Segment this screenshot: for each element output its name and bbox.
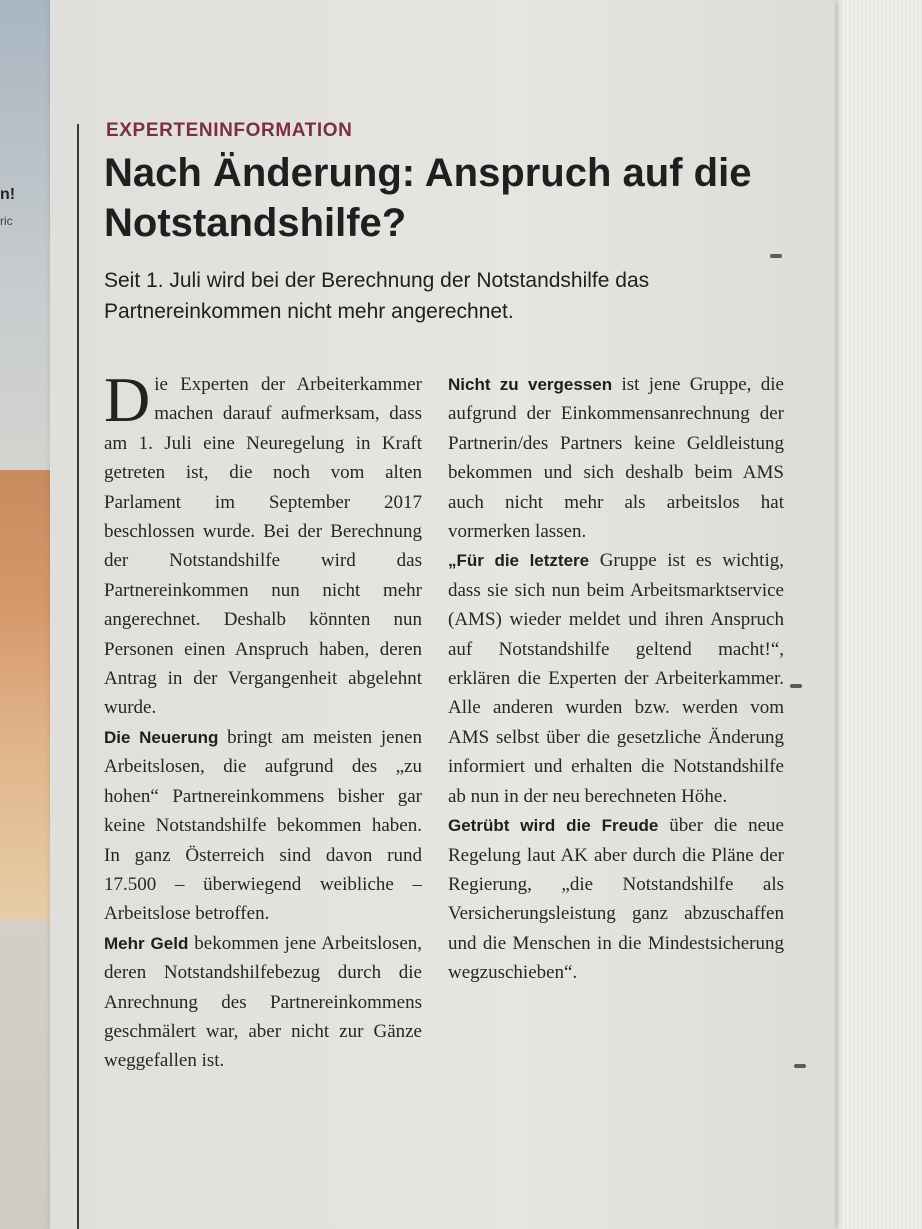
paragraph-lead: Getrübt wird die Freude	[448, 816, 659, 836]
drop-cap: D	[104, 364, 151, 435]
paragraph-text: Gruppe ist es wichtig, dass sie sich nun beim Arbeitsmarktservice (AMS) wieder meldet und ihren Anspruch auf Notstandshilfe geltend macht!“, erklären die Experten der Arbeiterkammer. Alle anderen wurden bzw. werden vom AMS selbst über die gesetzliche Änderung informiert und erhalten die Notstandshilfe ab nun in der neu berechneten Höhe.	[448, 550, 784, 807]
paragraph-lead: Nicht zu vergessen	[448, 375, 613, 394]
paragraph-lead: „Für die letztere	[448, 551, 590, 571]
column-rule	[77, 124, 79, 1229]
paragraph-text: bringt am meisten jenen Arbeitslosen, die aufgrund des „zu hohen“ Partnereinkommens bisher gar keine Notstandshilfe bekommen haben. In ganz Österreich sind davon rund 17.500 – überwiegend weibliche – Arbeitslose betroffen.	[104, 726, 422, 925]
article-column-1	[104, 364, 422, 1076]
neighbouring-page-illustration	[0, 470, 50, 920]
article-subheadline: Seit 1. Juli wird bei der Berechnung der Notstandshilfe das Partnereinkommen nicht mehr angerechnet.	[104, 269, 650, 323]
background-fabric	[830, 0, 922, 1229]
paragraph	[448, 370, 784, 546]
paragraph-lead: Mehr Geld	[104, 933, 189, 953]
paragraph	[104, 364, 422, 723]
paragraph	[448, 811, 784, 987]
article-kicker: EXPERTENINFORMATION	[106, 120, 353, 141]
paper-pin-mark	[794, 1064, 806, 1068]
paper-pin-mark	[790, 684, 802, 688]
paper-pin-mark	[770, 254, 782, 258]
neighbouring-page-strip	[0, 0, 50, 1229]
paragraph-text: ie Experten der Arbeiterkammer machen darauf aufmerksam, dass am 1. Juli eine Neuregelung in Kraft getreten ist, die noch vom alten Parlament im September 2017 beschlossen wurde. Bei der Berechnung der Notstandshilfe wird das Partnereinkommen nun nicht mehr angerechnet. Deshalb könnten nun Personen einen Anspruch haben, deren Antrag in der Vergangenheit abgelehnt wurde.	[104, 374, 422, 719]
neighbouring-page-text-fragment: ric	[0, 214, 13, 228]
paragraph-text: bekommen jene Arbeitslosen, deren Notstandshilfebezug durch die Anrechnung des Partnereinkommens geschmälert war, aber nicht zur Gänze weggefallen ist.	[104, 932, 422, 1072]
paragraph-text: über die neue Regelung laut AK aber durch die Pläne der Regierung, „die Notstandshilfe als Versicherungsleistung ganz abzuschaffen und die Menschen in die Mindestsicherung wegzuschieben“.	[448, 815, 784, 984]
article-headline: Nach Änderung: Anspruch auf die Notstandshilfe?	[104, 151, 752, 245]
paragraph	[104, 723, 422, 929]
paragraph	[448, 546, 784, 811]
paragraph-text: ist jene Gruppe, die aufgrund der Einkommensanrechnung der Partnerin/des Partners keine Geldleistung bekommen und sich deshalb beim AMS auch nicht mehr als arbeitslos hat vormerken lassen.	[448, 374, 784, 543]
paragraph-lead: Die Neuerung	[104, 727, 219, 747]
article-column-2	[448, 370, 784, 988]
neighbouring-page-text-fragment: n!	[0, 186, 16, 203]
paragraph	[104, 929, 422, 1076]
